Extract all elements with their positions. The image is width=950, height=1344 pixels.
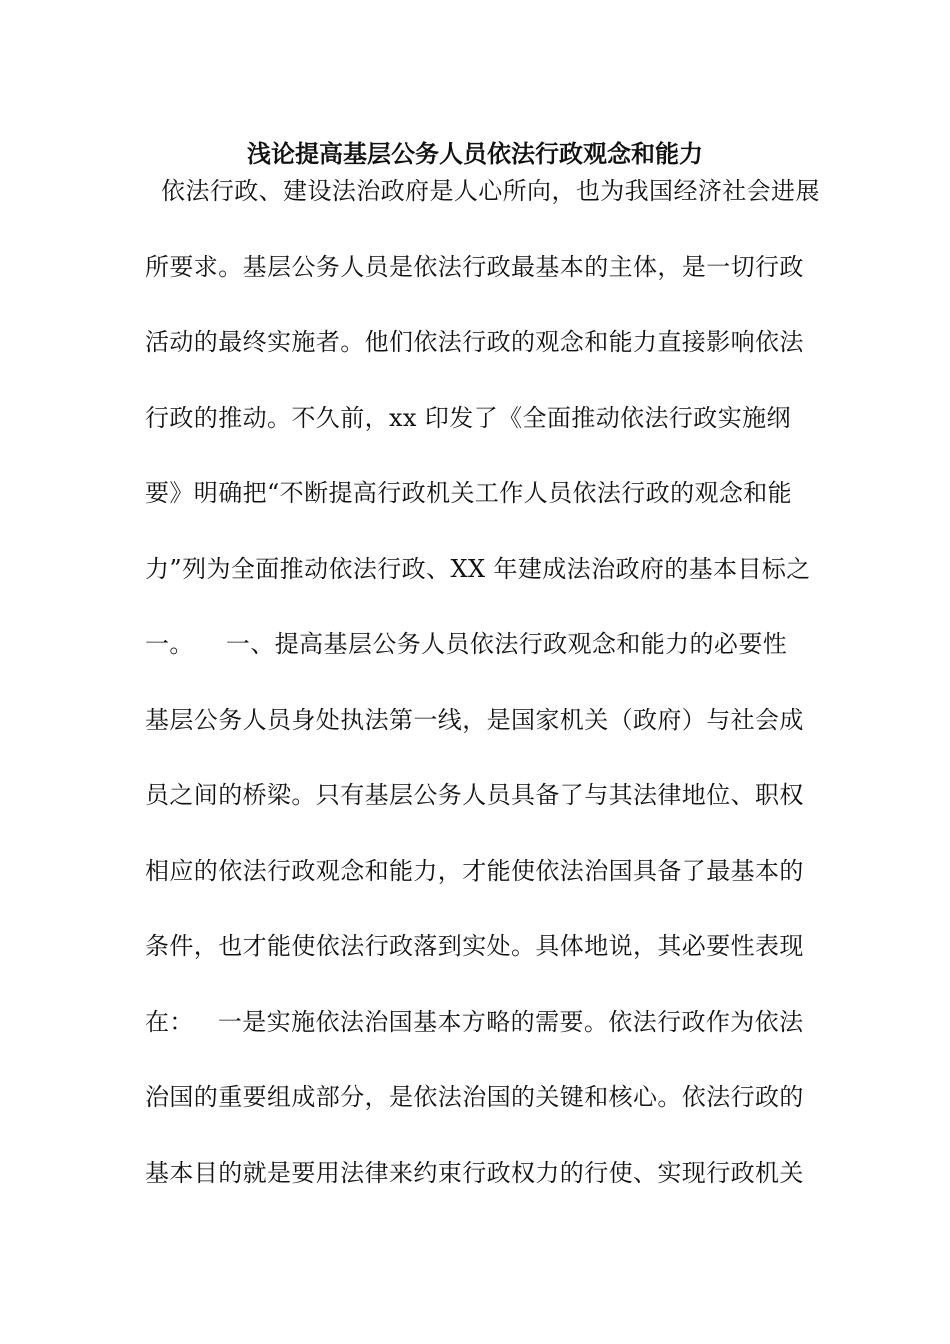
body-line-10: 相应的依法行政观念和能力，才能使依法治国具备了最基本的 bbox=[145, 856, 804, 885]
body-line-5: 要》明确把“不断提高行政机关工作人员依法行政的观念和能 bbox=[145, 479, 793, 507]
body-line-1: 依法行政、建设法治政府是人心所向，也为我国经济社会进展 bbox=[145, 177, 820, 205]
body-line-3: 活动的最终实施者。他们依法行政的观念和能力直接影响依法 bbox=[145, 328, 804, 356]
body-line-4: 行政的推动。不久前，xx 印发了《全面推动依法行政实施纲 bbox=[145, 403, 791, 432]
body-line-8: 基层公务人员身处执法第一线，是国家机关（政府）与社会成 bbox=[145, 705, 804, 734]
body-line-9: 员之间的桥梁。只有基层公务人员具备了与其法律地位、职权 bbox=[145, 781, 804, 809]
body-line-12: 在： 一是实施依法治国基本方略的需要。依法行政作为依法 bbox=[145, 1007, 804, 1036]
body-line-11: 条件，也才能使依法行政落到实处。具体地说，其必要性表现 bbox=[145, 932, 804, 960]
document-body bbox=[145, 154, 820, 1211]
body-line-2: 所要求。基层公务人员是依法行政最基本的主体，是一切行政 bbox=[145, 252, 804, 281]
body-line-14: 基本目的就是要用法律来约束行政权力的行使、实现行政机关 bbox=[145, 1158, 804, 1187]
document-title: 浅论提高基层公务人员依法行政观念和能力 bbox=[247, 139, 703, 168]
body-line-13: 治国的重要组成部分，是依法治国的关键和核心。依法行政的 bbox=[145, 1083, 804, 1111]
body-line-6: 力”列为全面推动依法行政、XX 年建成法治政府的基本目标之 bbox=[145, 554, 811, 583]
body-line-7: 一。 一、提高基层公务人员依法行政观念和能力的必要性 bbox=[145, 630, 788, 658]
